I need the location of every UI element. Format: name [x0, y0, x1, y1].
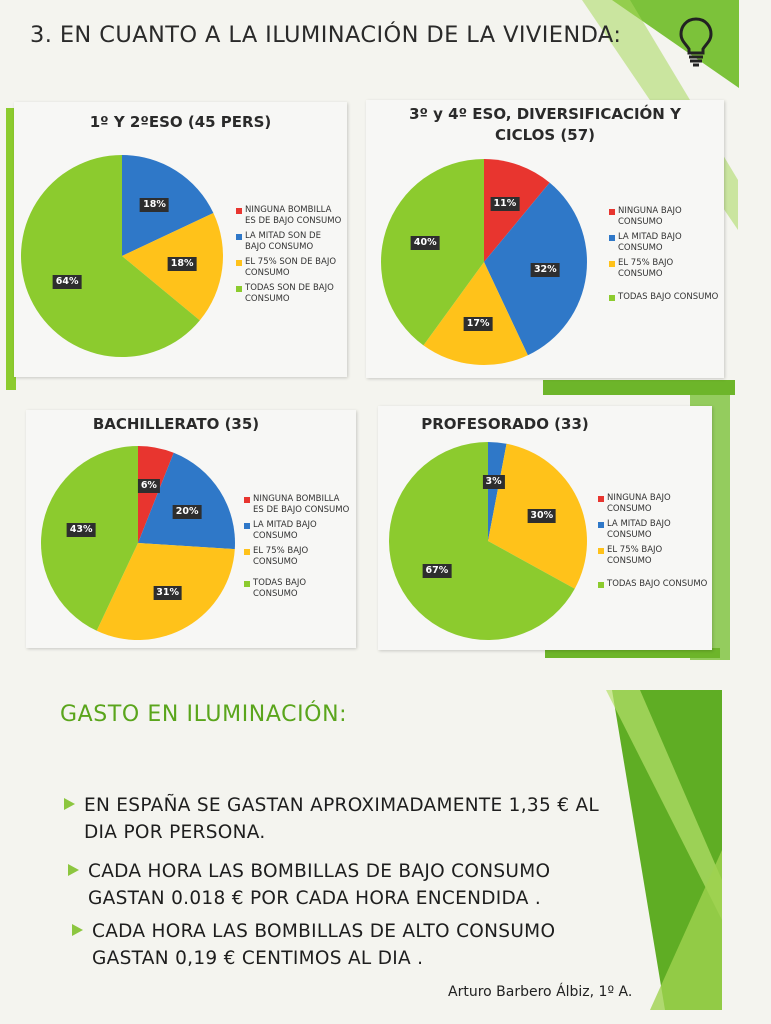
legend-item: EL 75% BAJO CONSUMO — [598, 545, 708, 567]
pie-slice-label: 64% — [53, 275, 82, 289]
pie-slice-label: 67% — [422, 564, 451, 578]
legend-item: NINGUNA BAJO CONSUMO — [609, 206, 719, 228]
pie-slice-label: 11% — [491, 197, 520, 211]
pie-slice-label: 43% — [67, 523, 96, 537]
pie-slice-label: 20% — [173, 505, 202, 519]
bullet-item: CADA HORA LAS BOMBILLAS DE BAJO CONSUMO GASTAN 0.018 € POR CADA HORA ENCENDIDA . — [68, 858, 550, 912]
legend-item: TODAS BAJO CONSUMO — [598, 579, 708, 590]
legend-item: EL 75% BAJO CONSUMO — [609, 258, 719, 280]
chart-panel-3-4-eso — [366, 100, 724, 378]
chart-title: 3º y 4º ESO, DIVERSIFICACIÓN Y CICLOS (57) — [409, 105, 681, 144]
pie-slice-label: 31% — [153, 586, 182, 600]
chart-title: 1º Y 2ºESO (45 PERS) — [89, 113, 272, 131]
chart-legend — [609, 206, 719, 307]
legend-item: TODAS SON DE BAJO CONSUMO — [236, 283, 344, 305]
chart-title: BACHILLERATO (35) — [92, 415, 260, 433]
author-credit: Arturo Barbero Álbiz, 1º A. — [448, 984, 633, 1000]
legend-item: LA MITAD BAJO CONSUMO — [598, 519, 708, 541]
pie-slice-label: 32% — [531, 263, 560, 277]
chart-title: PROFESORADO (33) — [421, 415, 589, 433]
chart-legend — [598, 493, 708, 594]
chart-panel-profesorado — [378, 406, 712, 650]
legend-item: EL 75% BAJO CONSUMO — [244, 546, 352, 568]
bullet-arrow-icon — [68, 864, 79, 876]
legend-item: NINGUNA BOMBILLA ES DE BAJO CONSUMO — [244, 494, 352, 516]
legend-item: TODAS BAJO CONSUMO — [609, 292, 719, 303]
legend-item: EL 75% SON DE BAJO CONSUMO — [236, 257, 344, 279]
legend-item: TODAS BAJO CONSUMO — [244, 578, 352, 600]
chart-panel-bachillerato — [26, 410, 356, 648]
pie-slice-label: 17% — [464, 317, 493, 331]
pie-slice-label: 6% — [138, 479, 160, 493]
chart-panel-1-2-eso — [14, 102, 347, 377]
legend-item: NINGUNA BOMBILLA ES DE BAJO CONSUMO — [236, 205, 344, 227]
pie-slice-label: 40% — [411, 236, 440, 250]
bullet-arrow-icon — [72, 924, 83, 936]
legend-item: LA MITAD SON DE BAJO CONSUMO — [236, 231, 344, 253]
bullet-item: EN ESPAÑA SE GASTAN APROXIMADAMENTE 1,35 € AL DIA POR PERSONA. — [64, 792, 599, 846]
chart-legend — [236, 205, 344, 309]
pie-slice-label: 30% — [527, 509, 556, 523]
gasto-title: GASTO EN ILUMINACIÓN: — [60, 702, 348, 727]
legend-item: NINGUNA BAJO CONSUMO — [598, 493, 708, 515]
page-title: 3. EN CUANTO A LA ILUMINACIÓN DE LA VIVIENDA: — [30, 22, 622, 48]
chart-legend — [244, 494, 352, 604]
legend-item: LA MITAD BAJO CONSUMO — [609, 232, 719, 254]
bullet-item: CADA HORA LAS BOMBILLAS DE ALTO CONSUMO GASTAN 0,19 € CENTIMOS AL DIA . — [72, 918, 555, 972]
lightbulb-icon — [678, 16, 714, 68]
bullet-arrow-icon — [64, 798, 75, 810]
legend-item: LA MITAD BAJO CONSUMO — [244, 520, 352, 542]
pie-slice-label: 18% — [168, 257, 197, 271]
pie-slice-label: 18% — [140, 198, 169, 212]
pie-slice-label: 3% — [483, 475, 505, 489]
